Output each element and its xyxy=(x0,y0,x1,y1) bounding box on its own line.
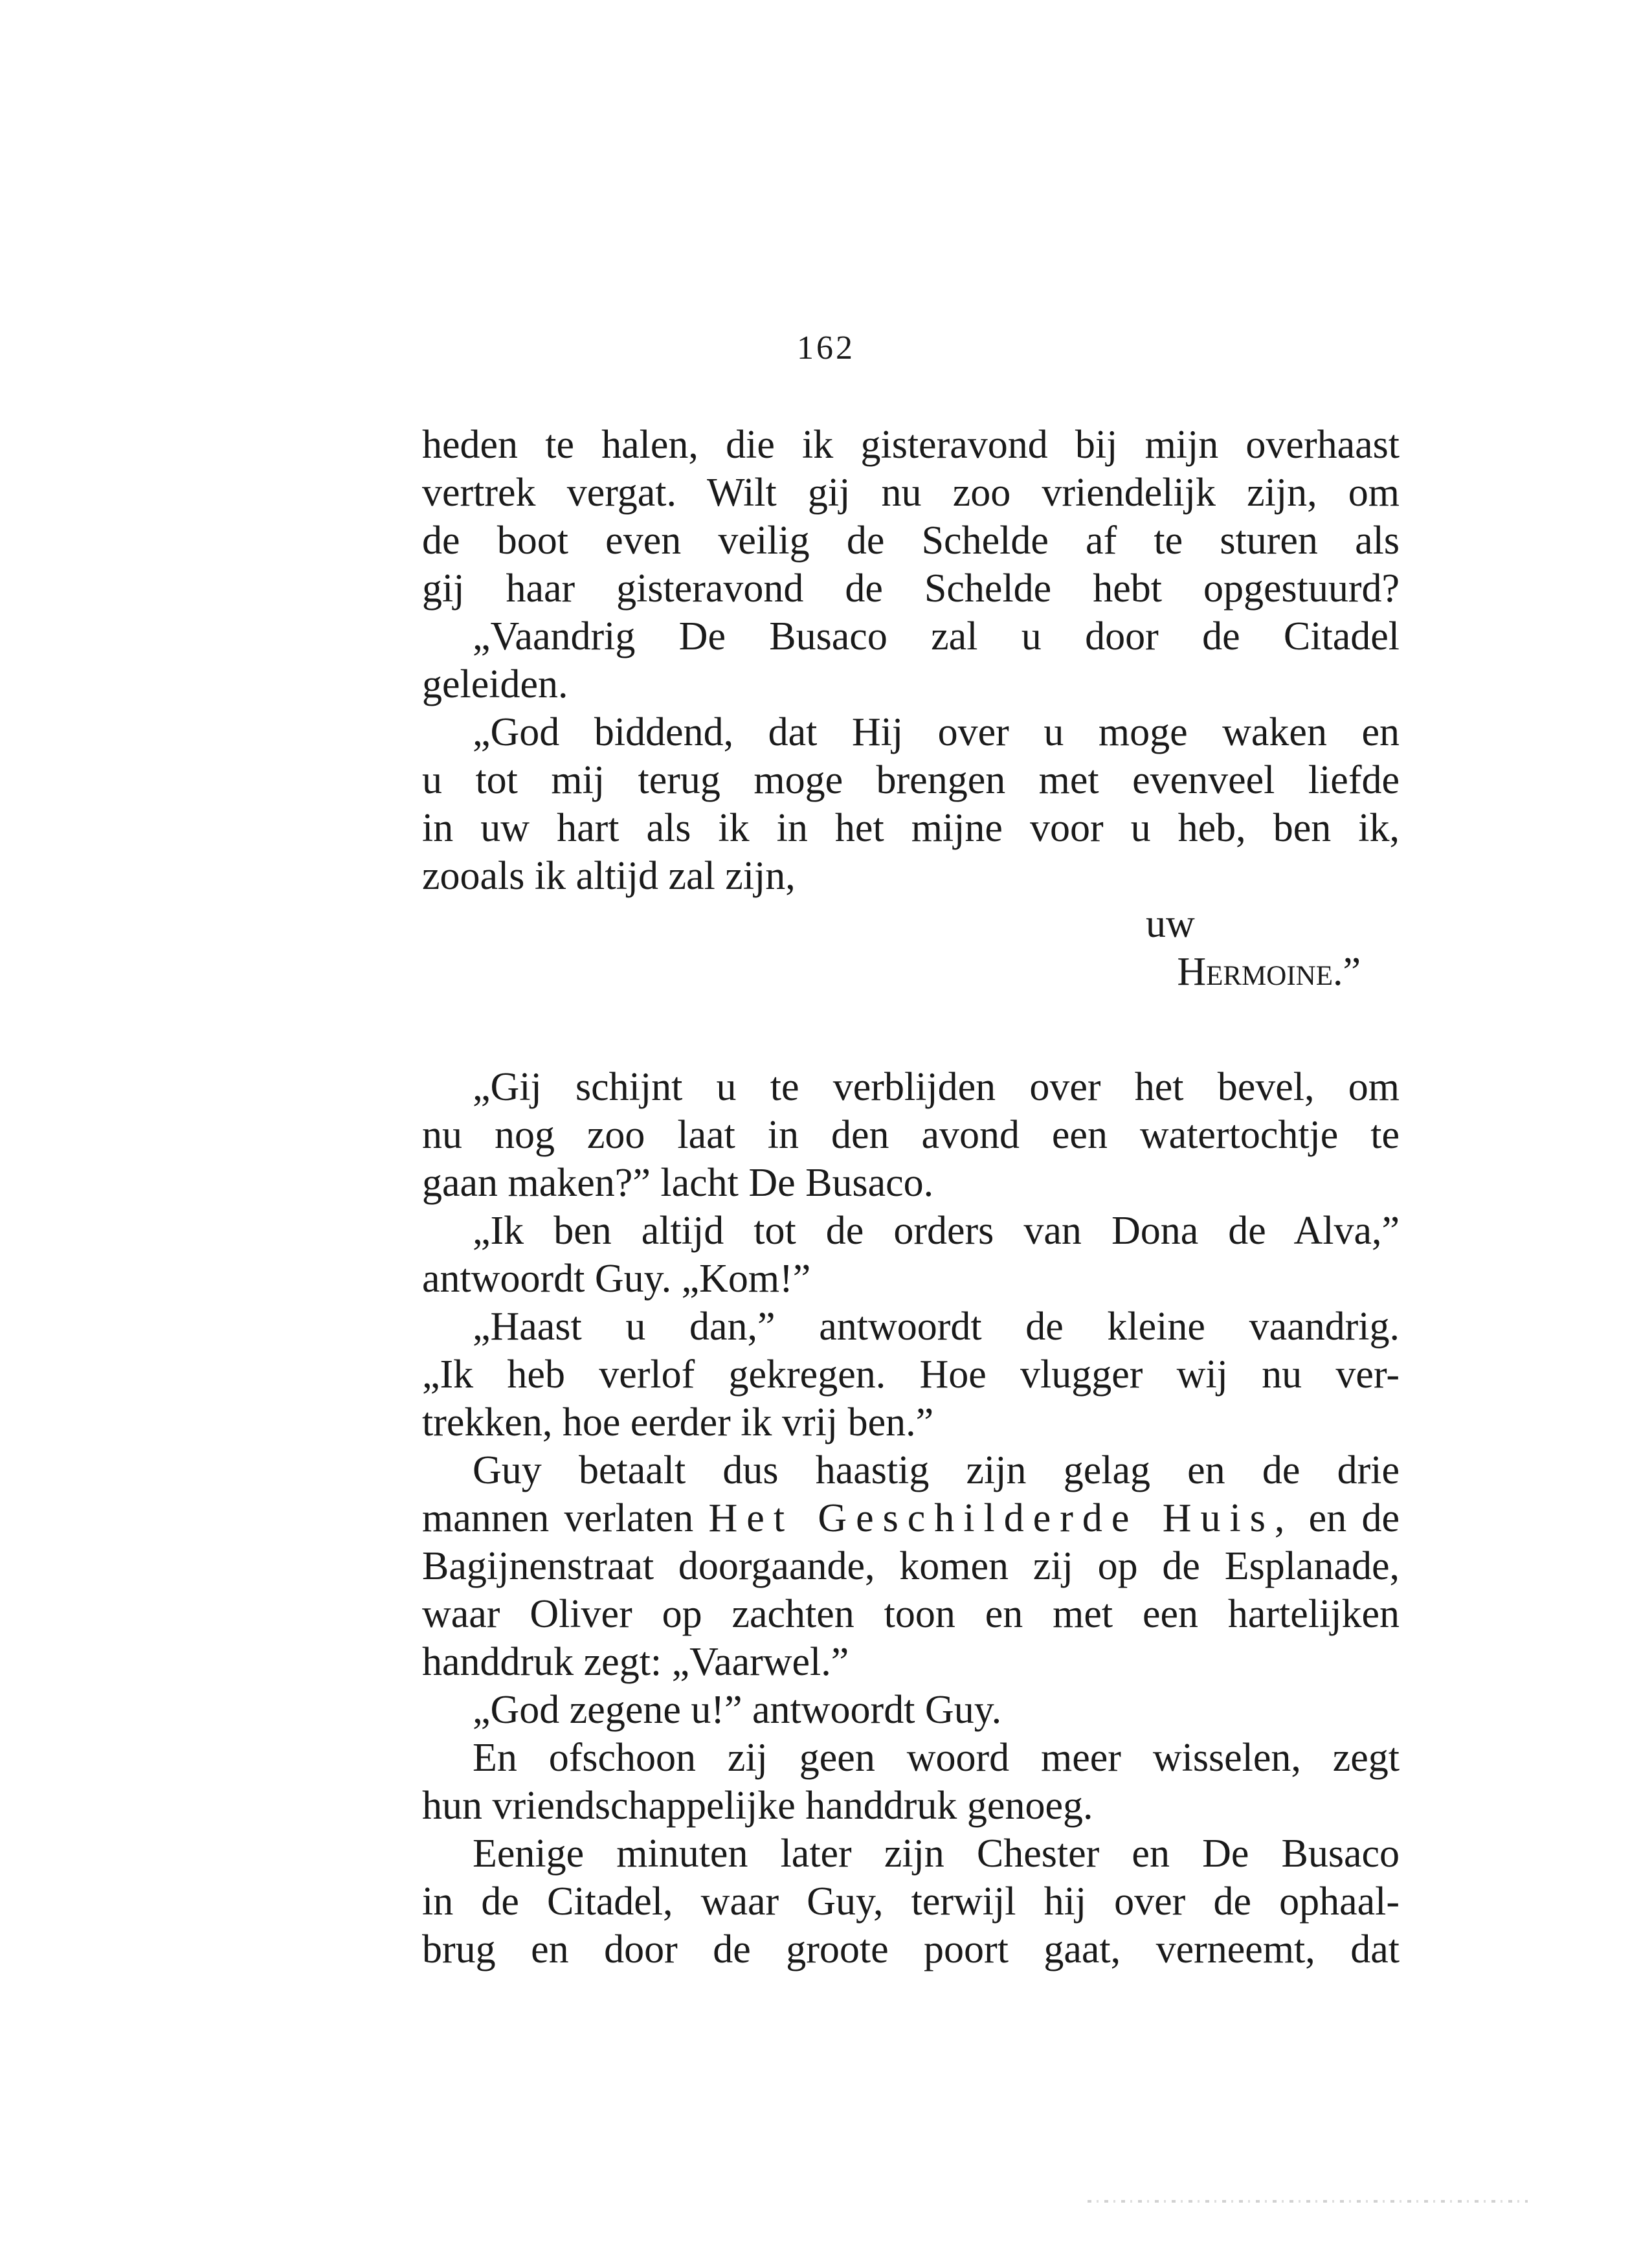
text-line: gij haar gisteravond de Schelde hebt opgestuurd? xyxy=(422,567,1400,611)
letter-closing: uw xyxy=(1146,902,1195,946)
text-line: En ofschoon zij geen woord meer wisselen, zegt xyxy=(473,1736,1400,1780)
text-line: in uw hart als ik in het mijne voor u heb, ben ik, xyxy=(422,806,1400,850)
huis-after: en de xyxy=(1308,1496,1400,1540)
text-line: gaan maken?” lacht De Busaco. xyxy=(422,1161,934,1205)
text-line: u tot mij terug moge brengen met evenveel liefde xyxy=(422,758,1400,802)
page-number: 162 xyxy=(797,330,855,366)
text-line: „Ik ben altijd tot de orders van Dona de Alva,” xyxy=(473,1209,1400,1253)
text-line: waar Oliver op zachten toon en met een hartelijken xyxy=(422,1592,1400,1636)
text-line: brug en door de groote poort gaat, verneemt, dat xyxy=(422,1927,1400,1971)
text-line: „Gij schijnt u te verblijden over het bevel, om xyxy=(473,1065,1400,1109)
text-line: „God zegene u!” antwoordt Guy. xyxy=(473,1688,1002,1732)
text-line: antwoordt Guy. „Kom!” xyxy=(422,1257,811,1301)
body-text xyxy=(422,421,1400,1973)
letter-signature: Hermoine.” xyxy=(1177,950,1361,994)
text-line: trekken, hoe eerder ik vrij ben.” xyxy=(422,1400,934,1444)
text-line: heden te halen, die ik gisteravond bij mijn overhaast xyxy=(422,423,1400,467)
text-line: Eenige minuten later zijn Chester en De Busaco xyxy=(473,1832,1400,1876)
paragraph-gap xyxy=(422,996,1400,1063)
text-line: „Ik heb verlof gekregen. Hoe vlugger wij nu ver- xyxy=(422,1353,1400,1397)
text-line: vertrek vergat. Wilt gij nu zoo vriendelijk zijn, om xyxy=(422,471,1400,515)
text-line: Guy betaalt dus haastig zijn gelag en de drie xyxy=(473,1448,1400,1492)
text-line: „Haast u dan,” antwoordt de kleine vaandrig. xyxy=(473,1305,1400,1349)
scan-artifact xyxy=(1088,2200,1528,2203)
text-line: Bagijnenstraat doorgaande, komen zij op de Esplanade, xyxy=(422,1544,1400,1588)
huis-before: mannen verlaten xyxy=(422,1496,694,1540)
text-line: geleiden. xyxy=(422,662,568,706)
text-line: de boot even veilig de Schelde af te sturen als xyxy=(422,519,1400,563)
text-line-huis xyxy=(422,1494,1400,1542)
text-line: zooals ik altijd zal zijn, xyxy=(422,854,796,898)
text-line: hun vriendschappelijke handdruk genoeg. xyxy=(422,1784,1093,1828)
huis-title: Het Geschilderde Huis, xyxy=(708,1496,1294,1540)
text-line: „God biddend, dat Hij over u moge waken en xyxy=(473,710,1400,754)
text-line: „Vaandrig De Busaco zal u door de Citadel xyxy=(473,614,1400,658)
text-line: in de Citadel, waar Guy, terwijl hij over de ophaal- xyxy=(422,1880,1400,1924)
text-line: nu nog zoo laat in den avond een watertochtje te xyxy=(422,1113,1400,1157)
text-line: handdruk zegt: „Vaarwel.” xyxy=(422,1640,849,1684)
